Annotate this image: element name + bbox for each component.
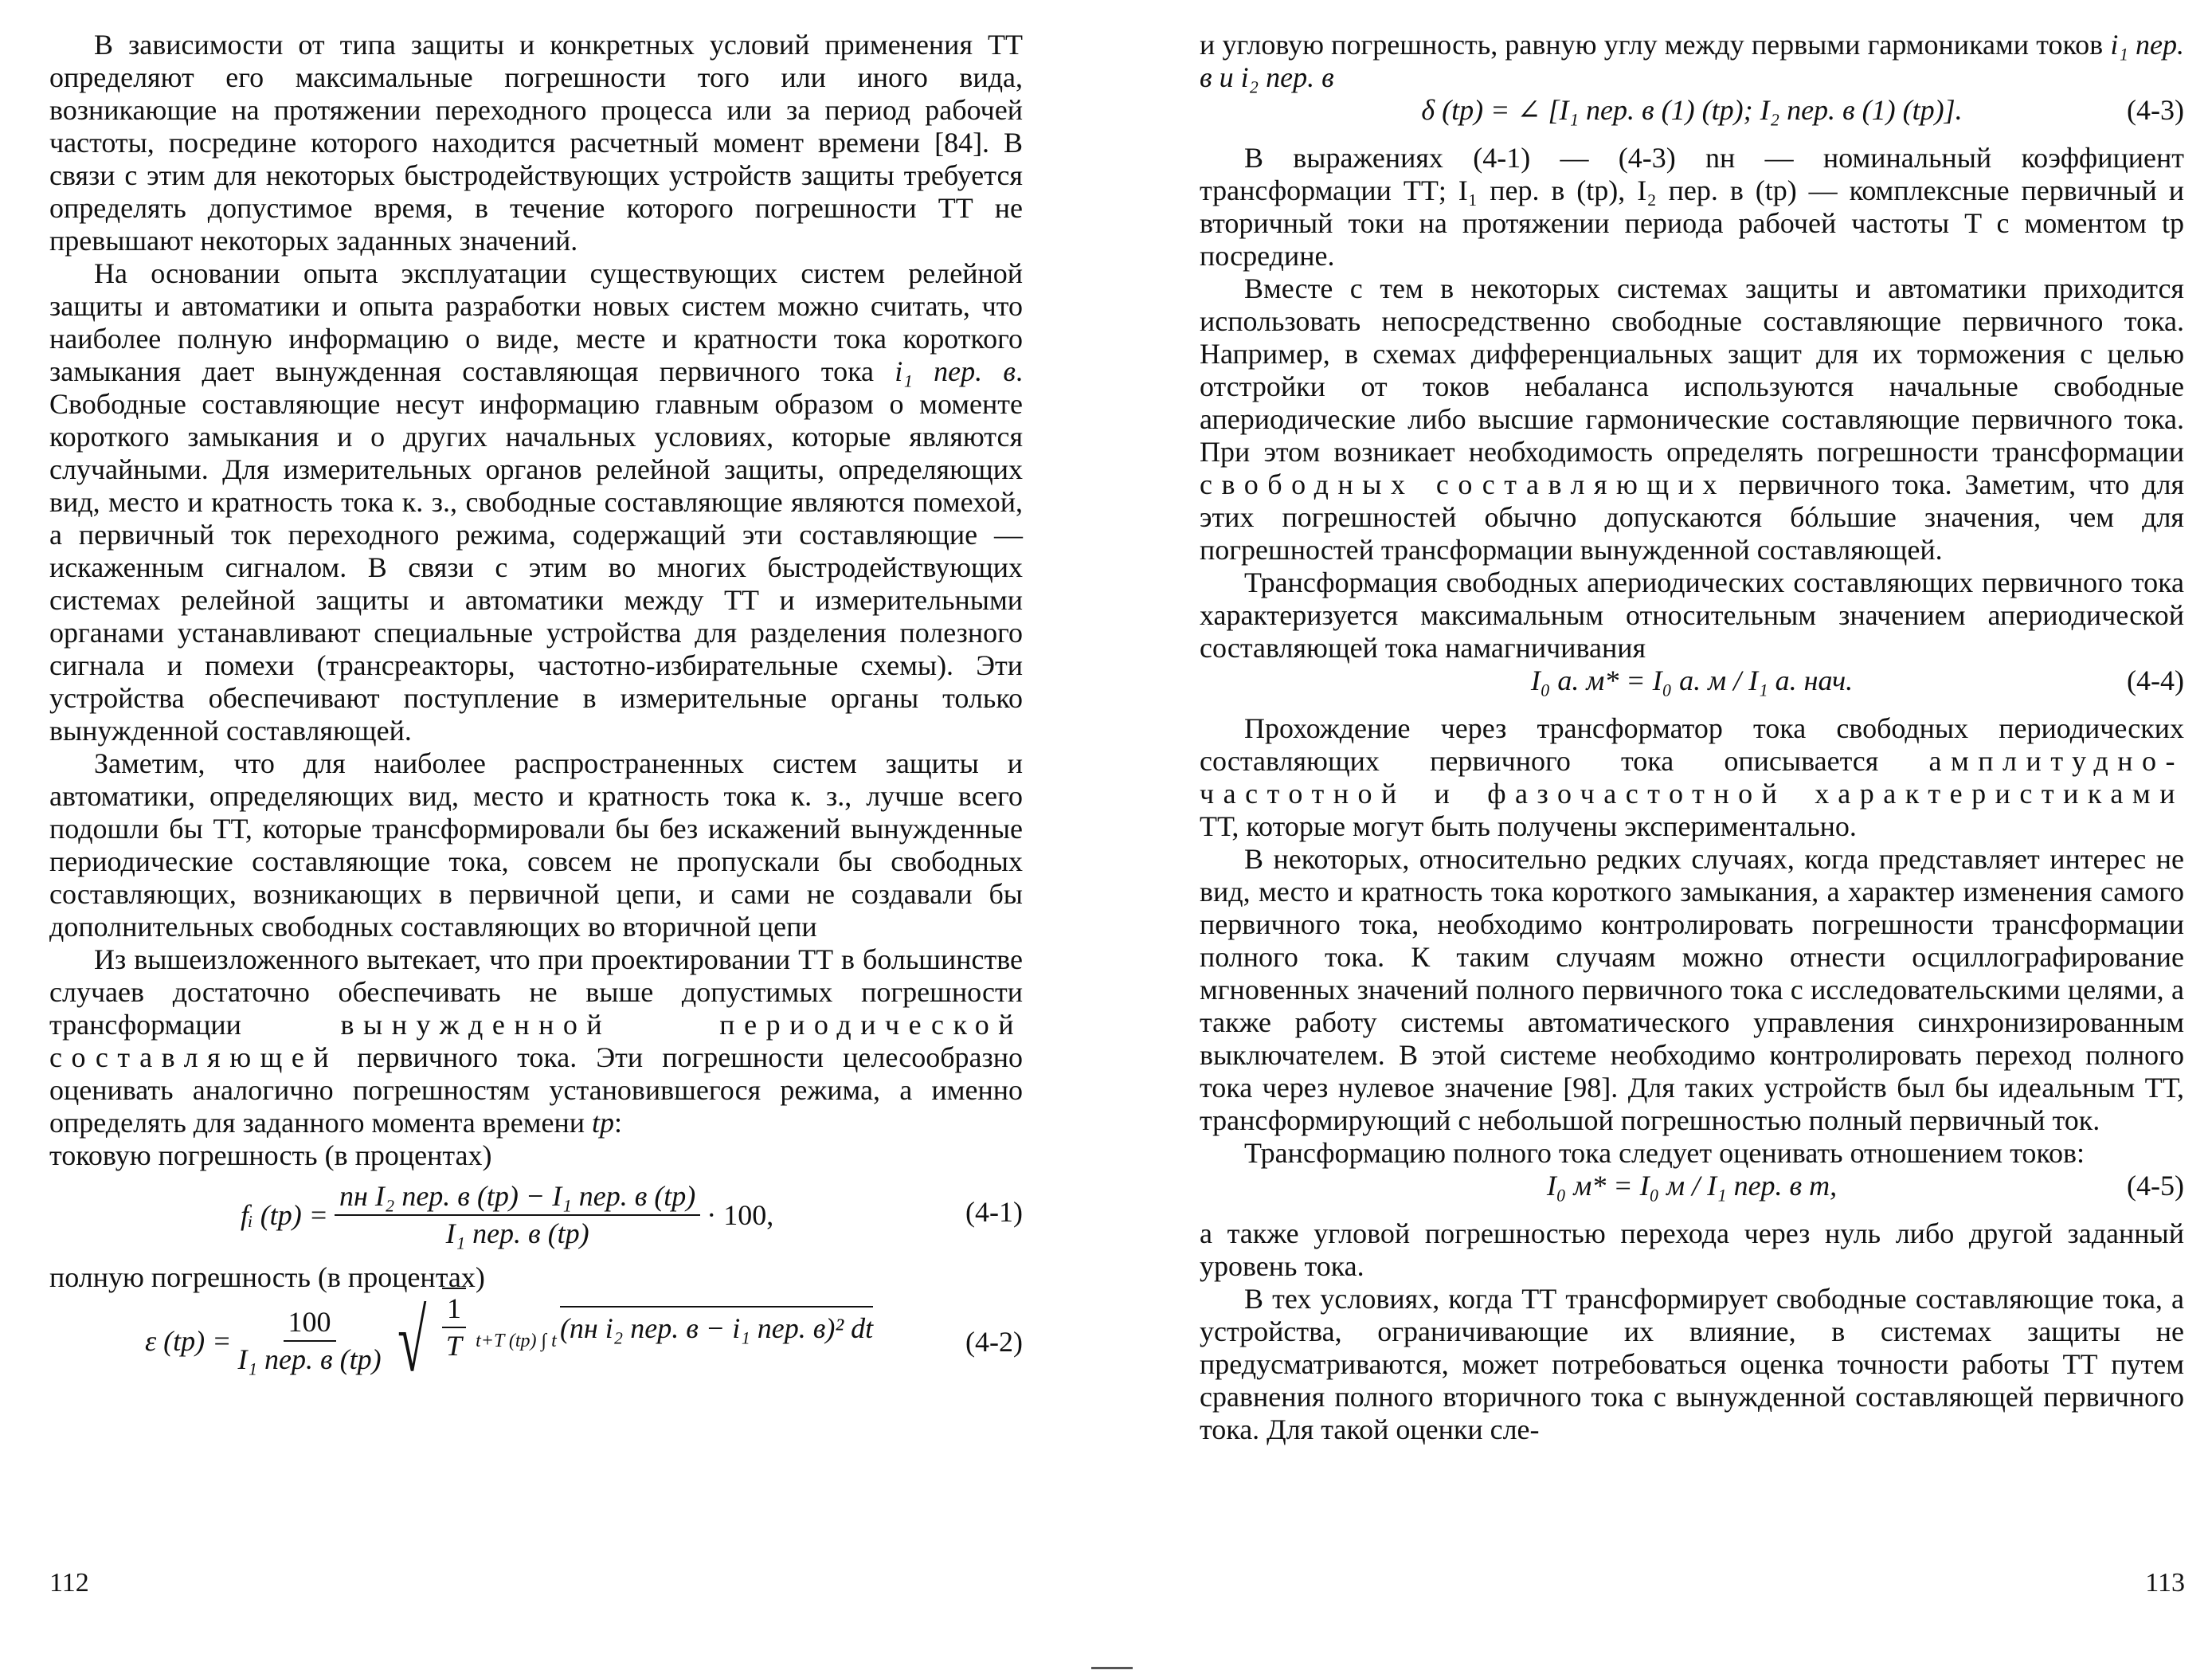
formula-label: токовую погрешность (в процентах) [49, 1139, 492, 1171]
paragraph: На основании опыта эксплуатации существующих систем релейной защиты и автоматики и опыта разработки новых систем можно считать, что наиболее полную информацию о виде, месте и кратности тока короткого замыкания дает вынужденная составляющая первичного тока i₁ пер. в. Свободные составляющие несут информацию главным образом о моменте короткого замыкания и о других начальных условиях, которые являются случайными. Для измерительных органов релейной защиты, определяющих вид, место и кратность тока к. з., свободные составляющие являются помехой, а первичный ток переходного режима, содержащий эти составляющие — искаженным сигналом. В связи с этим во многих быстродействующих системах релейной защиты и автоматики между ТТ и измерительными органами устанавливают специальные устройства для разделения полезного сигнала и помехи (трансреакторы, частотно-избирательные схемы). Эти устройства обеспечивают поступление в измерительные органы только вынужденной составляющей. [49, 257, 1024, 747]
left-text-column [49, 29, 1023, 1398]
right-text-column [1200, 29, 2184, 1446]
formula-4-1 [49, 1172, 1023, 1261]
page-number: 112 [49, 1568, 89, 1598]
formula-tail: · 100, [707, 1198, 774, 1231]
inner-denominator: T [445, 1330, 462, 1362]
integral-limits: t+T (tр) ∫ t [476, 1331, 557, 1351]
paragraph: Из вышеизложенного вытекает, что при проектировании ТТ в большинстве случаев достаточно обеспечивать не выше допустимых погрешности трансформации вынужденной периодической составляющей первичного тока. Эти погрешности целесообразно оценивать аналогично погрешностям установившегося режима, а именно определять для заданного момента времени tр: [49, 943, 1024, 1139]
paragraph: и угловую погрешность, равную углу между первыми гармониками токов i₁ пер. в и i₂ пер. в [1200, 29, 2185, 93]
paragraph: Вместе с тем в некоторых системах защиты и автоматики приходится использовать непосредственно свободные составляющие первичного тока. Например, в схемах дифференциальных защит для их торможения с целью отстройки от токов небаланса используются начальные свободные апериодические либо высшие гармонические составляющие первичного тока. При этом возникает необходимость определять погрешности трансформации свободных составляющих первичного тока. Заметим, что для этих погрешностей обычно допускаются бóльшие значения, чем для погрешностей трансформации вынужденной составляющей. [1200, 272, 2184, 566]
formula-4-3 [1200, 94, 2184, 142]
paragraph: Прохождение через трансформатор тока свободных периодических составляющих первичного тока описывается амплитудно-частотной и фазочастотной характеристиками ТТ, которые могут быть получены экспериментально. [1200, 712, 2185, 842]
formula-label: полную погрешность (в процентах) [49, 1261, 485, 1293]
paragraph: Заметим, что для наиболее распространенных систем защиты и автоматики, определяющих вид, место и кратность тока к. з., лучше всего подошли бы ТТ, которые трансформировали бы без искажений вынужденные периодические составляющие тока, совсем не пропускали бы свободных составляющих, возникающих в первичной цепи, и сами не создавали бы дополнительных свободных составляющих во вторичной цепи [49, 747, 1023, 943]
formula-lhs: fᵢ (tр) = [241, 1198, 328, 1231]
sqrt-sign: √ [397, 1292, 426, 1390]
formula-number: (4-5) [2127, 1170, 2184, 1202]
formula-4-4 [1200, 665, 2184, 712]
formula-body: I₀ м* = I₀ м / I₁ пер. в m, [1546, 1170, 1838, 1202]
formula-numerator: nн I₂ пер. в (tр) − I₁ пер. в (tр) [335, 1180, 700, 1216]
page-number: 113 [2145, 1568, 2185, 1598]
formula-number: (4-1) [965, 1196, 1023, 1228]
formula-body: δ (tр) = ∠ [I₁ пер. в (1) (tр); I₂ пер. в (1) (tр)]. [1421, 94, 1963, 126]
formula-4-2 [49, 1294, 1023, 1398]
formula-number: (4-4) [2127, 665, 2184, 696]
formula-numerator: 100 [284, 1306, 336, 1342]
scan-mark [1091, 1667, 1133, 1669]
formula-4-5 [1200, 1170, 2184, 1217]
paragraph: Трансформацию полного тока следует оценивать отношением токов: [1244, 1137, 2085, 1169]
formula-number: (4-3) [2127, 94, 2184, 126]
formula-body: I₀ а. м* = I₀ а. м / I₁ а. нач. [1530, 665, 1854, 696]
formula-number: (4-2) [965, 1326, 1023, 1358]
integrand: (nн i₂ пер. в − i₁ пер. в)² dt [560, 1306, 873, 1345]
paragraph: В тех условиях, когда ТТ трансформирует свободные составляющие тока, а устройства, ограничивающие их влияние, в системах защиты не предусматриваются, может потребоваться оценка точности работы ТТ путем сравнения полного вторичного тока с вынужденной составляющей первичного тока. Для такой оценки сле- [1200, 1283, 2184, 1445]
paragraph: В некоторых, относительно редких случаях, когда представляет интерес не вид, место и кратность тока короткого замыкания, а характер изменения самого первичного тока, необходимо контролировать погрешности трансформации полного тока. К таким случаям можно отнести осциллографирование мгновенных значений полного первичного тока с исследовательскими целями, а также работу системы автоматического управления синхронизированным выключателем. В этой системе необходимо контролировать переход полного тока через нулевое значение [98]. Для таких устройств был бы идеальным ТТ, трансформирующий с небольшой погрешностью полный первичный ток. [1200, 843, 2184, 1136]
paragraph: Трансформация свободных апериодических составляющих первичного тока характеризуется максимальным относительным значением апериодической составляющей тока намагничивания [1200, 567, 2184, 664]
formula-lhs: ε (tр) = [145, 1324, 232, 1357]
formula-denominator: I₁ пер. в (tр) [237, 1343, 382, 1375]
inner-numerator: 1 [442, 1292, 466, 1328]
right-page [1106, 0, 2212, 1678]
paragraph: В выражениях (4-1) — (4-3) nн — номинальный коэффициент трансформации ТТ; I₁ пер. в (tр), I₂ пер. в (tр) — комплексные первичный и вторичный токи на протяжении периода рабочей частоты T с моментом tр посредине. [1200, 142, 2184, 272]
formula-denominator: I₁ пер. в (tр) [445, 1217, 589, 1249]
paragraph: В зависимости от типа защиты и конкретных условий применения ТТ определяют его максимальные погрешности того или иного вида, возникающие на протяжении переходного процесса или за период рабочей частоты, посредине которого находится расчетный момент времени [84]. В связи с этим для некоторых быстродействующих устройств защиты требуется определять допустимое время, в течение которого погрешности ТТ не превышают некоторых заданных значений. [49, 29, 1023, 257]
paragraph: а также угловой погрешностью перехода через нуль либо другой заданный уровень тока. [1200, 1217, 2184, 1282]
